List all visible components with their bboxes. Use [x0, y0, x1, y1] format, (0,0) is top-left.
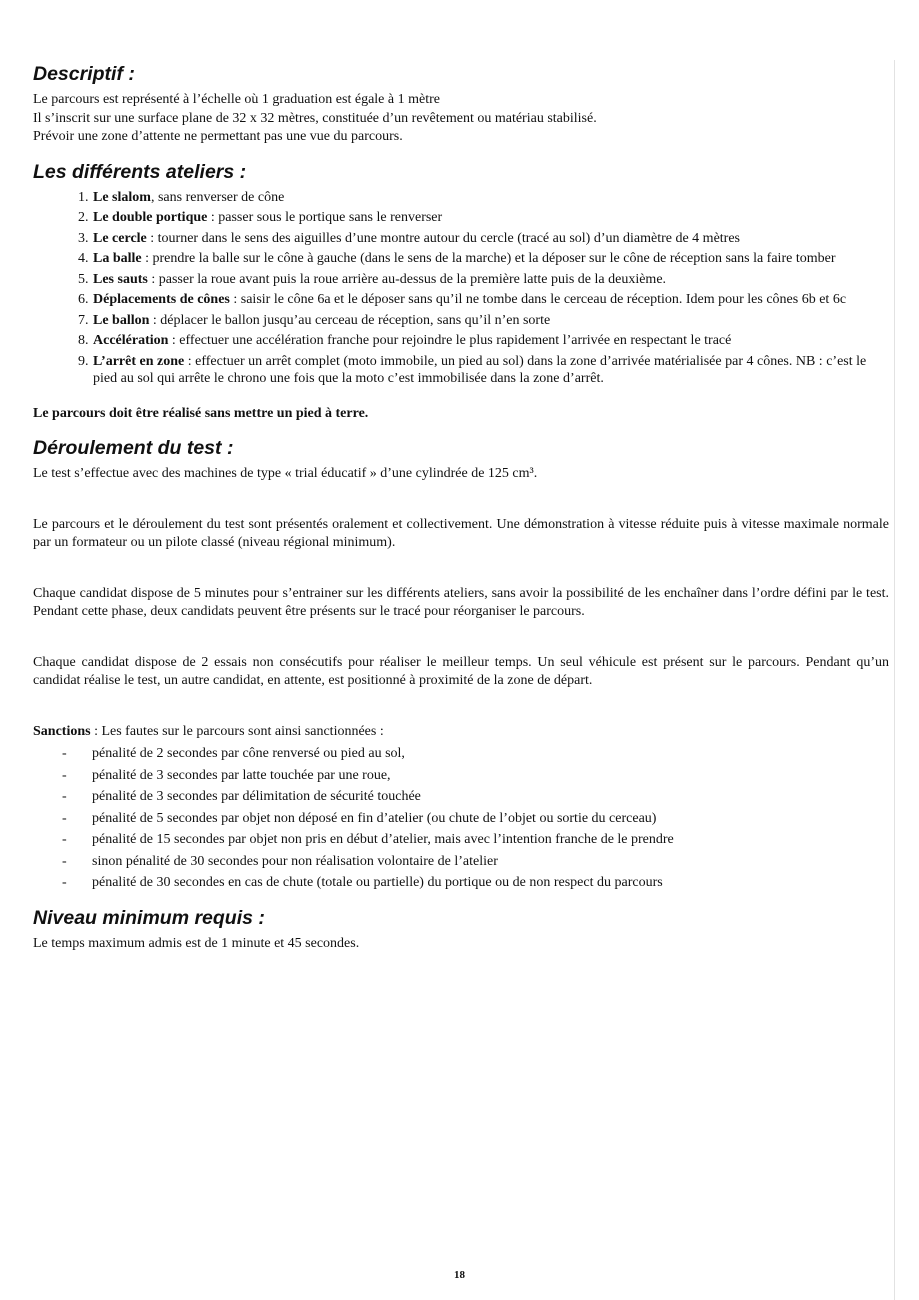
penalty-item: - pénalité de 3 secondes par latte touchée par une roue,: [60, 767, 889, 786]
deroulement-intro: Le test s’effectue avec des machines de type « trial éducatif » d’une cylindrée de 125 cm³.: [33, 466, 538, 481]
workshop-title: L’arrêt en zone: [93, 353, 185, 369]
workshop-item: [92, 271, 889, 289]
sanctions-intro: [33, 723, 889, 742]
workshop-description: : effectuer un arrêt complet (moto immobile, un pied au sol) dans la zone d’arrivée matérialisée par 4 cônes. NB : c’est le pied au sol qui arrête le chrono une fois que la moto c’est immobilisée dans la zone d’arrêt.: [93, 353, 867, 386]
niveau-text: Le temps maximum admis est de 1 minute et 45 secondes.: [33, 935, 360, 951]
workshop-description: : effectuer une accélération franche pour rejoindre le plus rapidement l’arrivée en respectant le tracé: [168, 333, 732, 348]
descriptif-line: Le parcours est représenté à l’échelle où 1 graduation est égale à 1 mètre: [33, 92, 440, 107]
workshop-title: Le cercle: [93, 230, 147, 246]
descriptif-line: Prévoir une zone d’attente ne permettant pas une vue du parcours.: [33, 129, 403, 144]
section-deroulement: [33, 436, 889, 893]
descriptif-text: [33, 91, 889, 147]
workshop-description: , sans renverser de cône: [150, 189, 285, 205]
workshop-description: : déplacer le ballon jusqu’au cerceau de réception, sans qu’il n’en sorte: [149, 312, 551, 328]
workshop-title: La balle: [93, 251, 142, 266]
heading-ateliers: Les différents ateliers :: [33, 160, 247, 183]
workshop-item: [92, 250, 889, 268]
workshop-item: [92, 230, 889, 248]
deroulement-paragraph: Le parcours et le déroulement du test sont présentés oralement et collectivement. Une démonstration à vitesse réduite puis à vitesse maximale normale par un formateur ou un pilote classé (niveau régional minimum).: [33, 516, 889, 550]
penalty-item: - pénalité de 3 secondes par délimitation de sécurité touchée: [60, 788, 889, 807]
sanctions-text: : Les fautes sur le parcours sont ainsi sanctionnées :: [90, 723, 384, 739]
workshop-title: Les sauts: [93, 271, 148, 287]
workshop-description: : passer la roue avant puis la roue arrière au-dessus de la première latte puis de la deuxième.: [147, 271, 667, 287]
workshop-item: [92, 209, 889, 227]
page-number: 18: [454, 1269, 465, 1281]
workshop-description: : saisir le cône 6a et le déposer sans qu’il ne tombe dans le cerceau de réception. Idem pour les cônes 6b et 6c: [229, 292, 847, 307]
section-descriptif: [33, 62, 889, 147]
workshop-item: [92, 189, 889, 207]
penalty-item: - pénalité de 15 secondes par objet non pris en début d’atelier, mais avec l’intention franche de le prendre: [60, 831, 889, 850]
penalty-item: - pénalité de 5 secondes par objet non déposé en fin d’atelier (ou chute de l’objet ou sortie du cerceau): [60, 810, 889, 829]
section-ateliers: [33, 160, 889, 424]
workshop-item: [92, 291, 889, 309]
penalty-list: [33, 745, 889, 893]
workshop-item: [92, 353, 889, 388]
section-niveau: [33, 906, 889, 954]
sanctions-label: Sanctions: [33, 723, 91, 739]
penalty-item: - pénalité de 30 secondes en cas de chute (totale ou partielle) du portique ou de non respect du parcours: [60, 874, 889, 893]
workshop-description: : tourner dans le sens des aiguilles d’une montre autour du cercle (tracé au sol) d’un diamètre de 4 mètres: [146, 230, 740, 246]
workshop-title: Le slalom: [93, 189, 151, 205]
deroulement-paragraph: Chaque candidat dispose de 2 essais non consécutifs pour réaliser le meilleur temps. Un seul véhicule est présent sur le parcours. Pendant qu’un candidat réalise le test, un autre candidat, en attente, est positionné à proximité de la zone de départ.: [33, 654, 889, 688]
document-body: [33, 62, 889, 966]
no-foot-down-note: Le parcours doit être réalisé sans mettre un pied à terre.: [33, 405, 369, 421]
workshop-title: Déplacements de cônes: [93, 292, 230, 307]
workshop-title: Accélération: [93, 333, 169, 348]
workshop-item: [92, 312, 889, 330]
workshop-title: Le ballon: [93, 312, 150, 328]
workshop-description: : passer sous le portique sans le renverser: [207, 210, 443, 225]
penalty-item: - pénalité de 2 secondes par cône renversé ou pied au sol,: [60, 745, 889, 764]
heading-niveau: Niveau minimum requis :: [33, 906, 265, 929]
heading-deroulement: Déroulement du test :: [33, 437, 234, 459]
deroulement-paragraph: Chaque candidat dispose de 5 minutes pour s’entrainer sur les différents ateliers, sans avoir la possibilité de les enchaîner dans l’ordre défini par le test. Pendant cette phase, deux candidats peuvent être présents sur le tracé pour réorganiser le parcours.: [33, 585, 889, 619]
heading-descriptif: Descriptif :: [33, 63, 135, 85]
penalty-item: - sinon pénalité de 30 secondes pour non réalisation volontaire de l’atelier: [60, 853, 889, 872]
workshop-description: : prendre la balle sur le cône à gauche (dans le sens de la marche) et la déposer sur le cône de réception sans la faire tomber: [141, 251, 836, 266]
descriptif-line: Il s’inscrit sur une surface plane de 32 x 32 mètres, constituée d’un revêtement ou matériau stabilisé.: [33, 110, 597, 126]
workshop-item: [92, 332, 889, 350]
workshop-title: Le double portique: [93, 210, 208, 225]
page-edge: [894, 60, 895, 1300]
workshop-list: [33, 189, 889, 388]
